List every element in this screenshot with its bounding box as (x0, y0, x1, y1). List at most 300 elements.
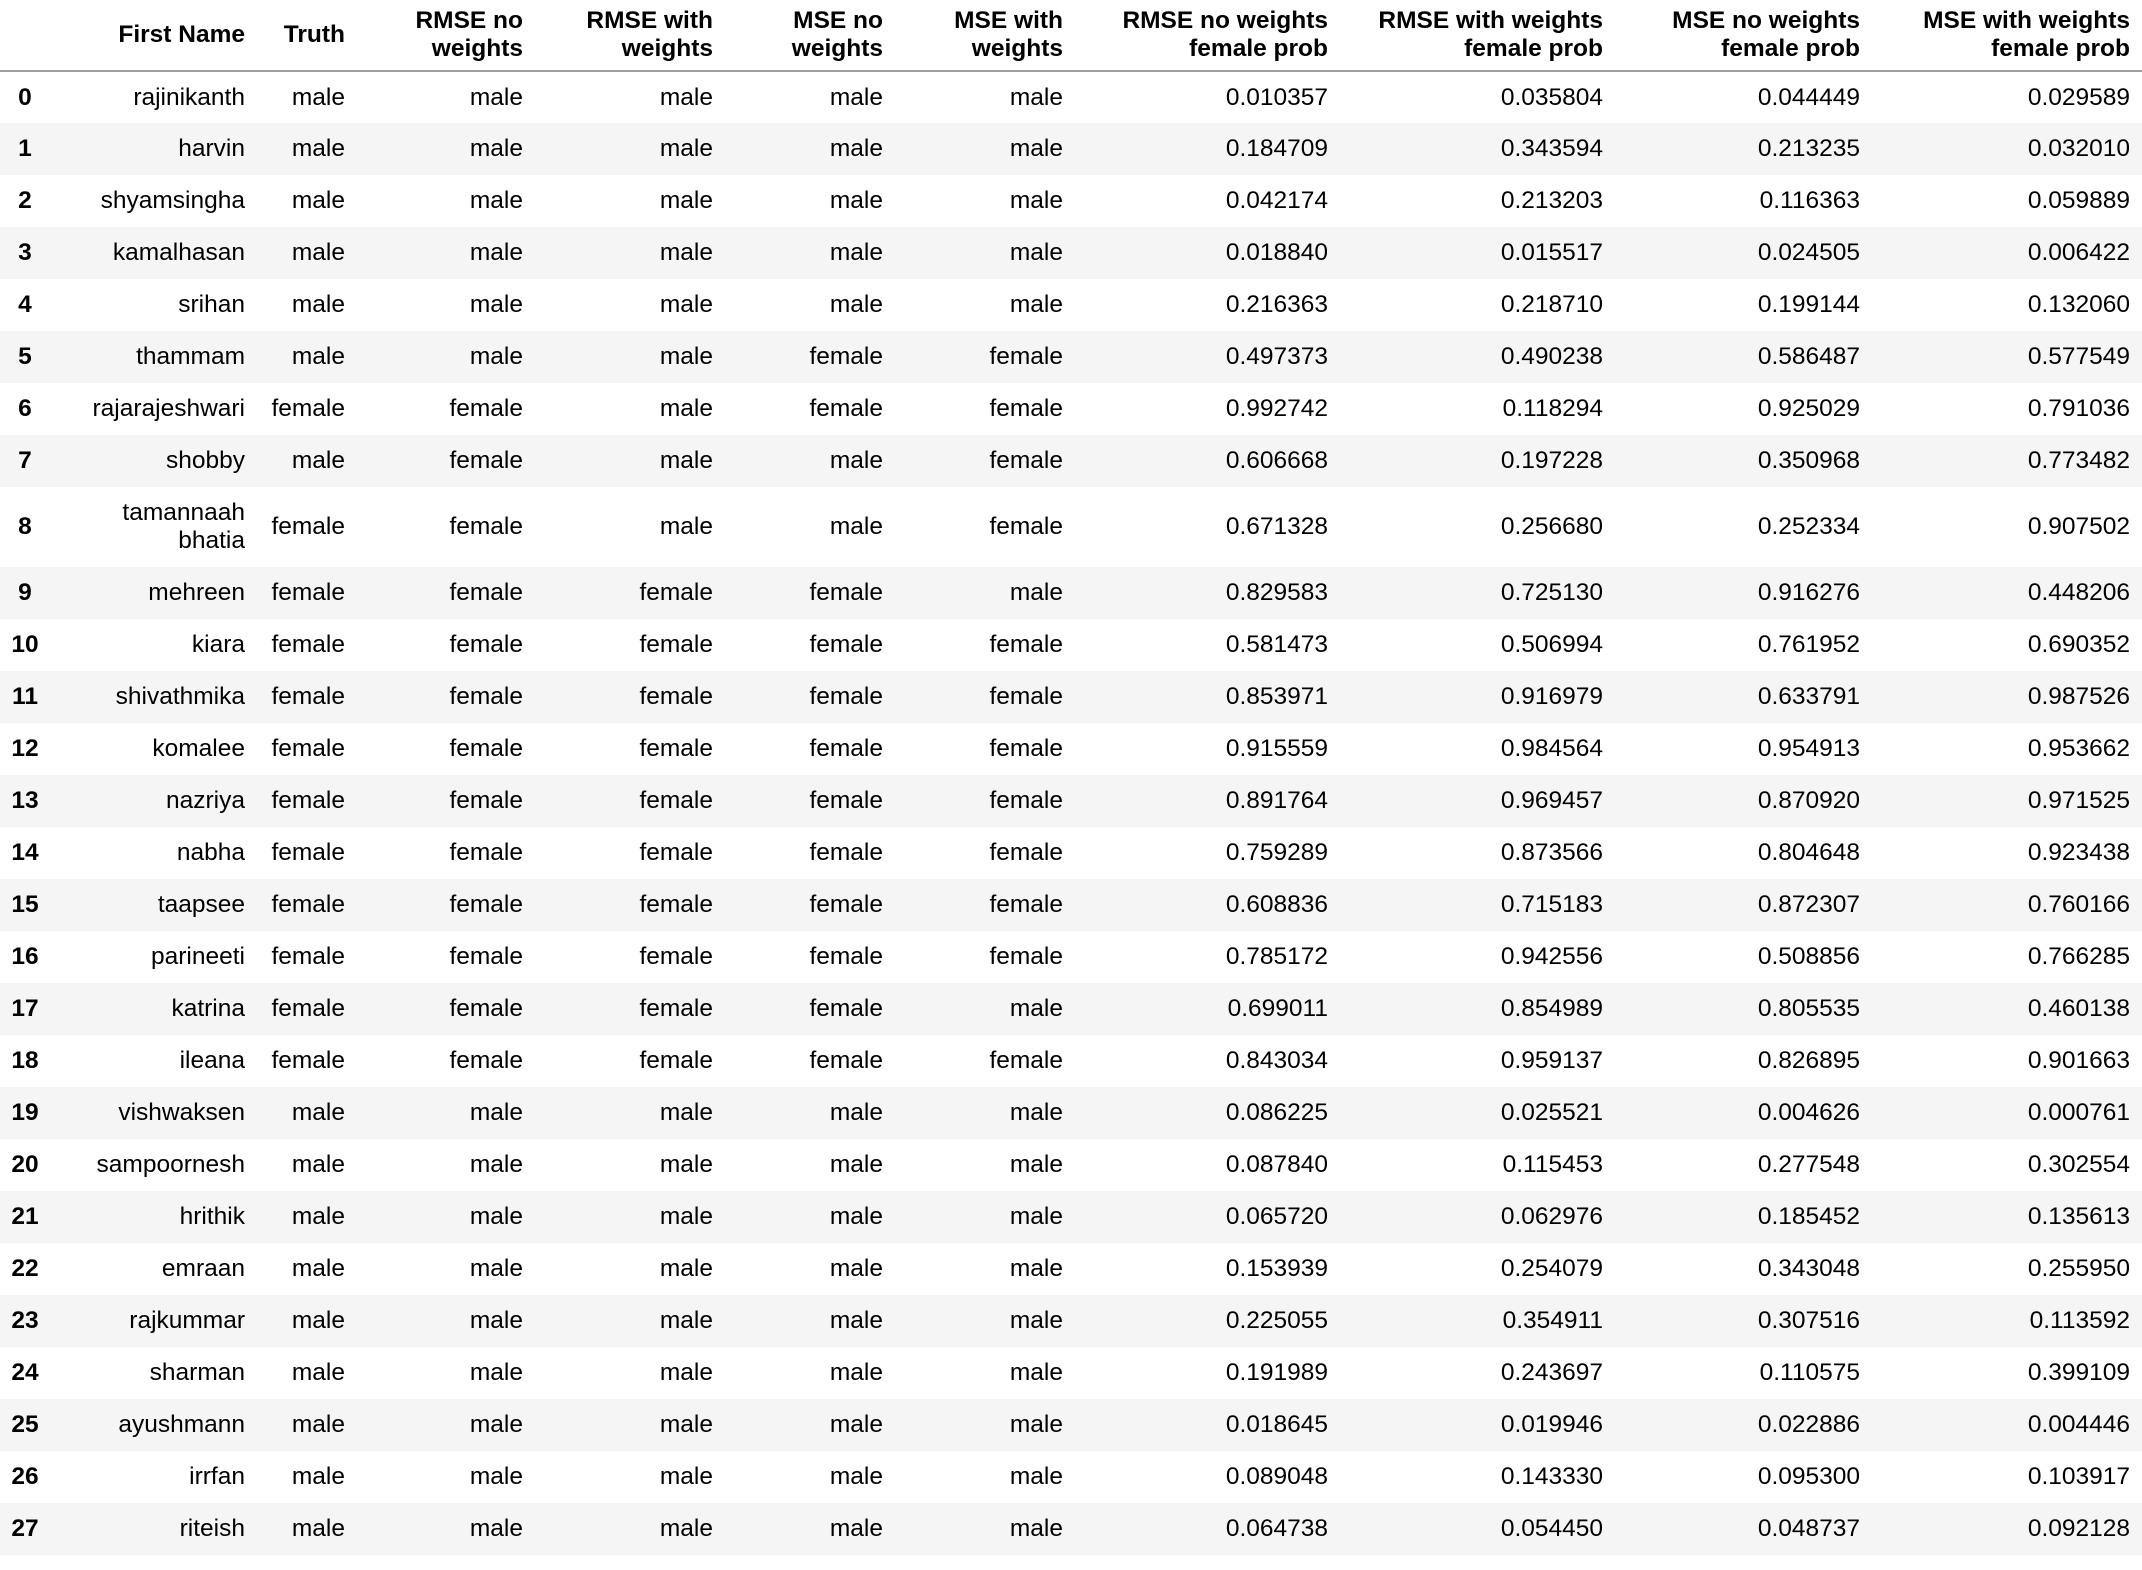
table-row (0, 671, 2142, 723)
mse-with-weights-cell: female (989, 343, 1063, 370)
rmse-with-weights-cell: female (639, 943, 713, 970)
first-name-cell: ayushmann (118, 1411, 245, 1438)
mse-no-weights-female-prob-cell: 0.761952 (1757, 631, 1860, 658)
table-row (0, 1451, 2142, 1503)
first-name-cell: ileana (179, 1047, 245, 1074)
row-index: 5 (18, 343, 32, 370)
row-index: 2 (18, 187, 32, 214)
mse-with-weights-female-prob-cell: 0.399109 (2027, 1359, 2130, 1386)
rmse-no-weights-cell: female (449, 839, 523, 866)
rmse-no-weights-cell: female (449, 735, 523, 762)
mse-no-weights-cell: female (809, 735, 883, 762)
mse-no-weights-cell: male (829, 83, 883, 111)
rmse-no-weights-female-prob-cell: 0.606668 (1225, 447, 1328, 474)
first-name-cell: rajinikanth (133, 83, 245, 111)
mse-with-weights-female-prob-cell: 0.766285 (2027, 943, 2130, 970)
mse-with-weights-female-prob-cell: 0.971525 (2027, 787, 2130, 814)
mse-with-weights-female-prob-cell: 0.953662 (2027, 735, 2130, 762)
first-name-cell: nazriya (166, 787, 245, 814)
first-name-cell: shyamsingha (100, 187, 245, 214)
mse-no-weights-female-prob-cell: 0.048737 (1757, 1515, 1860, 1542)
rmse-no-weights-cell: male (469, 187, 523, 214)
first-name-cell: parineeti (151, 943, 245, 970)
rmse-no-weights-cell: male (469, 343, 523, 370)
first-name-cell: hrithik (179, 1203, 245, 1230)
table-row (0, 383, 2142, 435)
rmse-no-weights-female-prob-cell: 0.087840 (1225, 1151, 1328, 1178)
mse-with-weights-cell: male (1009, 579, 1063, 606)
column-header-rmse-with-weights-female-prob: RMSE with weights female prob (1340, 0, 1615, 71)
rmse-no-weights-female-prob-cell: 0.785172 (1225, 943, 1328, 970)
rmse-no-weights-cell: male (469, 135, 523, 162)
first-name-cell: vishwaksen (118, 1099, 245, 1126)
truth-cell: male (291, 187, 345, 214)
first-name-cell: rajarajeshwari (92, 395, 245, 422)
rmse-no-weights-cell: male (469, 1359, 523, 1386)
mse-with-weights-female-prob-cell: 0.690352 (2027, 631, 2130, 658)
first-name-cell: tamannaah bhatia (122, 499, 245, 554)
mse-with-weights-cell: male (1009, 187, 1063, 214)
mse-no-weights-female-prob-cell: 0.343048 (1757, 1255, 1860, 1282)
mse-with-weights-female-prob-cell: 0.302554 (2027, 1151, 2130, 1178)
truth-cell: male (291, 83, 345, 111)
mse-no-weights-female-prob-cell: 0.185452 (1757, 1203, 1860, 1230)
mse-with-weights-female-prob-cell: 0.448206 (2027, 579, 2130, 606)
table-row (0, 1191, 2142, 1243)
row-index: 20 (11, 1151, 39, 1178)
row-index: 4 (18, 291, 32, 318)
mse-no-weights-female-prob-cell: 0.826895 (1757, 1047, 1860, 1074)
column-header-rmse-no-weights-female-prob: RMSE no weights female prob (1075, 0, 1340, 71)
rmse-no-weights-female-prob-cell: 0.671328 (1225, 513, 1328, 540)
table-row (0, 931, 2142, 983)
table-row (0, 123, 2142, 175)
truth-cell: female (271, 1047, 345, 1074)
mse-with-weights-female-prob-cell: 0.006422 (2027, 239, 2130, 266)
truth-cell: male (291, 343, 345, 370)
mse-no-weights-cell: male (829, 447, 883, 474)
mse-no-weights-cell: female (809, 787, 883, 814)
truth-cell: male (291, 291, 345, 318)
rmse-with-weights-female-prob-cell: 0.959137 (1500, 1047, 1603, 1074)
row-index: 21 (11, 1203, 39, 1230)
rmse-no-weights-female-prob-cell: 0.581473 (1225, 631, 1328, 658)
column-header-first-name: First Name (50, 0, 257, 71)
rmse-no-weights-female-prob-cell: 0.064738 (1225, 1515, 1328, 1542)
truth-cell: male (291, 1151, 345, 1178)
rmse-no-weights-female-prob-cell: 0.829583 (1225, 579, 1328, 606)
rmse-with-weights-female-prob-cell: 0.873566 (1500, 839, 1603, 866)
mse-with-weights-female-prob-cell: 0.103917 (2027, 1463, 2130, 1490)
table-row (0, 827, 2142, 879)
mse-no-weights-female-prob-cell: 0.872307 (1757, 891, 1860, 918)
mse-no-weights-female-prob-cell: 0.633791 (1757, 683, 1860, 710)
mse-no-weights-female-prob-cell: 0.925029 (1757, 395, 1860, 422)
truth-cell: male (291, 1255, 345, 1282)
rmse-with-weights-female-prob-cell: 0.243697 (1500, 1359, 1603, 1386)
rmse-no-weights-female-prob-cell: 0.915559 (1225, 735, 1328, 762)
truth-cell: female (271, 513, 345, 540)
rmse-with-weights-female-prob-cell: 0.725130 (1500, 579, 1603, 606)
mse-no-weights-cell: male (829, 513, 883, 540)
rmse-with-weights-female-prob-cell: 0.054450 (1500, 1515, 1603, 1542)
rmse-with-weights-female-prob-cell: 0.115453 (1502, 1151, 1603, 1178)
truth-cell: male (291, 1307, 345, 1334)
column-header-rmse-with-weights: RMSE with weights (535, 0, 725, 71)
truth-cell: male (291, 239, 345, 266)
rmse-no-weights-female-prob-cell: 0.153939 (1225, 1255, 1328, 1282)
first-name-cell: harvin (178, 135, 245, 162)
row-index: 3 (18, 239, 32, 266)
table-row (0, 1035, 2142, 1087)
rmse-no-weights-cell: male (469, 291, 523, 318)
mse-no-weights-female-prob-cell: 0.110575 (1759, 1359, 1860, 1386)
mse-no-weights-cell: male (829, 1255, 883, 1282)
mse-no-weights-female-prob-cell: 0.586487 (1757, 343, 1860, 370)
rmse-no-weights-cell: male (469, 1515, 523, 1542)
rmse-no-weights-cell: male (469, 1307, 523, 1334)
mse-with-weights-cell: female (989, 1047, 1063, 1074)
truth-cell: male (291, 1463, 345, 1490)
mse-no-weights-female-prob-cell: 0.199144 (1757, 291, 1860, 318)
mse-with-weights-female-prob-cell: 0.000761 (2027, 1099, 2130, 1126)
row-index: 27 (11, 1515, 39, 1542)
mse-with-weights-cell: female (989, 943, 1063, 970)
table-row (0, 71, 2142, 123)
rmse-with-weights-cell: male (659, 447, 713, 474)
table-row (0, 567, 2142, 619)
column-header-mse-with-weights-female-prob: MSE with weights female prob (1872, 0, 2142, 71)
rmse-with-weights-female-prob-cell: 0.035804 (1500, 83, 1603, 111)
mse-with-weights-female-prob-cell: 0.460138 (2027, 995, 2130, 1022)
truth-cell: male (291, 1411, 345, 1438)
rmse-with-weights-cell: female (639, 579, 713, 606)
mse-with-weights-cell: male (1009, 135, 1063, 162)
truth-cell: female (271, 787, 345, 814)
mse-with-weights-cell: male (1009, 291, 1063, 318)
mse-with-weights-female-prob-cell: 0.059889 (2027, 187, 2130, 214)
header-row (0, 0, 2142, 71)
row-index: 23 (11, 1307, 39, 1334)
mse-with-weights-female-prob-cell: 0.901663 (2027, 1047, 2130, 1074)
mse-no-weights-cell: female (809, 395, 883, 422)
mse-with-weights-cell: male (1009, 1359, 1063, 1386)
rmse-no-weights-female-prob-cell: 0.065720 (1225, 1203, 1328, 1230)
rmse-with-weights-cell: male (659, 1411, 713, 1438)
rmse-with-weights-cell: male (659, 135, 713, 162)
row-index: 25 (11, 1411, 39, 1438)
mse-with-weights-cell: male (1009, 1151, 1063, 1178)
mse-no-weights-cell: female (809, 891, 883, 918)
table-row (0, 983, 2142, 1035)
table-row (0, 1347, 2142, 1399)
mse-with-weights-cell: male (1009, 1255, 1063, 1282)
rmse-with-weights-female-prob-cell: 0.062976 (1500, 1203, 1603, 1230)
truth-cell: female (271, 683, 345, 710)
rmse-no-weights-cell: female (449, 1047, 523, 1074)
column-header-rmse-no-weights: RMSE no weights (357, 0, 535, 71)
rmse-no-weights-cell: female (449, 579, 523, 606)
rmse-with-weights-female-prob-cell: 0.854989 (1500, 995, 1603, 1022)
column-header-mse-with-weights: MSE with weights (895, 0, 1075, 71)
rmse-with-weights-cell: male (659, 83, 713, 111)
rmse-with-weights-cell: female (639, 787, 713, 814)
mse-with-weights-cell: male (1009, 239, 1063, 266)
row-index: 11 (12, 683, 38, 710)
mse-no-weights-cell: male (829, 291, 883, 318)
mse-with-weights-cell: female (989, 839, 1063, 866)
row-index: 9 (18, 579, 32, 606)
rmse-with-weights-cell: male (659, 343, 713, 370)
mse-with-weights-cell: female (989, 891, 1063, 918)
table-row (0, 435, 2142, 487)
mse-no-weights-cell: male (829, 1151, 883, 1178)
mse-with-weights-female-prob-cell: 0.577549 (2027, 343, 2130, 370)
mse-with-weights-cell: male (1009, 1307, 1063, 1334)
rmse-with-weights-female-prob-cell: 0.019946 (1500, 1411, 1603, 1438)
mse-with-weights-cell: male (1009, 1515, 1063, 1542)
rmse-with-weights-female-prob-cell: 0.254079 (1500, 1255, 1603, 1282)
truth-cell: female (271, 631, 345, 658)
rmse-with-weights-cell: male (659, 1151, 713, 1178)
rmse-no-weights-female-prob-cell: 0.699011 (1227, 995, 1328, 1022)
mse-no-weights-female-prob-cell: 0.022886 (1757, 1411, 1860, 1438)
rmse-with-weights-cell: male (659, 1203, 713, 1230)
rmse-with-weights-female-prob-cell: 0.354911 (1502, 1307, 1603, 1334)
index-header (0, 0, 50, 71)
rmse-no-weights-female-prob-cell: 0.018840 (1225, 239, 1328, 266)
truth-cell: male (291, 1099, 345, 1126)
rmse-no-weights-cell: male (469, 83, 523, 111)
mse-with-weights-female-prob-cell: 0.760166 (2027, 891, 2130, 918)
mse-with-weights-female-prob-cell: 0.791036 (2027, 395, 2130, 422)
first-name-cell: taapsee (157, 891, 245, 918)
rmse-with-weights-cell: male (659, 1307, 713, 1334)
mse-with-weights-cell: male (1009, 1099, 1063, 1126)
rmse-no-weights-female-prob-cell: 0.608836 (1225, 891, 1328, 918)
truth-cell: female (271, 943, 345, 970)
row-index: 26 (11, 1463, 39, 1490)
rmse-with-weights-cell: male (659, 1359, 713, 1386)
table-row (0, 1139, 2142, 1191)
first-name-cell: kamalhasan (112, 239, 245, 266)
mse-with-weights-cell: female (989, 395, 1063, 422)
mse-no-weights-cell: female (809, 1047, 883, 1074)
rmse-with-weights-cell: male (659, 1463, 713, 1490)
mse-with-weights-cell: female (989, 735, 1063, 762)
mse-with-weights-female-prob-cell: 0.987526 (2027, 683, 2130, 710)
mse-no-weights-female-prob-cell: 0.805535 (1757, 995, 1860, 1022)
mse-with-weights-female-prob-cell: 0.029589 (2027, 83, 2130, 111)
mse-no-weights-cell: female (809, 995, 883, 1022)
row-index: 10 (11, 631, 39, 658)
rmse-with-weights-cell: male (659, 1515, 713, 1542)
table-row (0, 331, 2142, 383)
mse-no-weights-female-prob-cell: 0.044449 (1757, 83, 1860, 111)
row-index: 6 (18, 395, 32, 422)
rmse-with-weights-female-prob-cell: 0.916979 (1500, 683, 1603, 710)
rmse-no-weights-cell: female (449, 631, 523, 658)
rmse-no-weights-cell: female (449, 513, 523, 540)
first-name-cell: sampoornesh (96, 1151, 245, 1178)
table-row (0, 227, 2142, 279)
mse-no-weights-cell: male (829, 239, 883, 266)
table-row (0, 619, 2142, 671)
first-name-cell: kiara (191, 631, 245, 658)
mse-with-weights-female-prob-cell: 0.004446 (2027, 1411, 2130, 1438)
rmse-with-weights-cell: male (659, 291, 713, 318)
mse-with-weights-cell: male (1009, 1411, 1063, 1438)
table-row (0, 1503, 2142, 1555)
rmse-with-weights-female-prob-cell: 0.025521 (1500, 1099, 1603, 1126)
rmse-with-weights-female-prob-cell: 0.197228 (1500, 447, 1603, 474)
rmse-no-weights-female-prob-cell: 0.018645 (1225, 1411, 1328, 1438)
rmse-no-weights-cell: female (449, 943, 523, 970)
mse-no-weights-cell: female (809, 579, 883, 606)
rmse-no-weights-cell: male (469, 1099, 523, 1126)
rmse-with-weights-cell: female (639, 1047, 713, 1074)
rmse-no-weights-female-prob-cell: 0.191989 (1225, 1359, 1328, 1386)
rmse-no-weights-female-prob-cell: 0.843034 (1225, 1047, 1328, 1074)
row-index: 19 (11, 1099, 39, 1126)
rmse-no-weights-female-prob-cell: 0.042174 (1225, 187, 1328, 214)
row-index: 17 (11, 995, 39, 1022)
rmse-with-weights-female-prob-cell: 0.118294 (1502, 395, 1603, 422)
first-name-cell: thammam (136, 343, 245, 370)
mse-no-weights-female-prob-cell: 0.870920 (1757, 787, 1860, 814)
table-row (0, 1087, 2142, 1139)
rmse-with-weights-female-prob-cell: 0.490238 (1500, 343, 1603, 370)
rmse-with-weights-female-prob-cell: 0.213203 (1500, 187, 1603, 214)
column-header-mse-no-weights-female-prob: MSE no weights female prob (1615, 0, 1872, 71)
first-name-cell: mehreen (148, 579, 245, 606)
row-index: 8 (18, 513, 32, 540)
first-name-cell: katrina (171, 995, 245, 1022)
rmse-no-weights-female-prob-cell: 0.497373 (1225, 343, 1328, 370)
rmse-no-weights-female-prob-cell: 0.225055 (1225, 1307, 1328, 1334)
truth-cell: male (291, 1203, 345, 1230)
rmse-with-weights-female-prob-cell: 0.984564 (1500, 735, 1603, 762)
mse-with-weights-cell: male (1009, 83, 1063, 111)
first-name-cell: shivathmika (115, 683, 245, 710)
mse-no-weights-cell: male (829, 1515, 883, 1542)
mse-with-weights-female-prob-cell: 0.923438 (2027, 839, 2130, 866)
mse-no-weights-cell: male (829, 1203, 883, 1230)
rmse-with-weights-cell: male (659, 1099, 713, 1126)
mse-no-weights-cell: male (829, 135, 883, 162)
row-index: 13 (11, 787, 39, 814)
rmse-with-weights-cell: female (639, 839, 713, 866)
mse-no-weights-cell: male (829, 187, 883, 214)
mse-with-weights-cell: male (1009, 995, 1063, 1022)
table-row (0, 1243, 2142, 1295)
rmse-with-weights-female-prob-cell: 0.942556 (1500, 943, 1603, 970)
mse-no-weights-female-prob-cell: 0.804648 (1757, 839, 1860, 866)
truth-cell: female (271, 995, 345, 1022)
first-name-cell: nabha (176, 839, 245, 866)
first-name-cell: shobby (165, 447, 245, 474)
mse-with-weights-cell: female (989, 683, 1063, 710)
mse-with-weights-female-prob-cell: 0.092128 (2027, 1515, 2130, 1542)
rmse-with-weights-female-prob-cell: 0.506994 (1500, 631, 1603, 658)
mse-with-weights-cell: male (1009, 1203, 1063, 1230)
rmse-with-weights-female-prob-cell: 0.256680 (1500, 513, 1603, 540)
mse-no-weights-cell: male (829, 1307, 883, 1334)
mse-no-weights-cell: male (829, 1411, 883, 1438)
mse-no-weights-female-prob-cell: 0.252334 (1757, 513, 1860, 540)
truth-cell: male (291, 1515, 345, 1542)
mse-with-weights-female-prob-cell: 0.132060 (2027, 291, 2130, 318)
mse-with-weights-female-prob-cell: 0.032010 (2027, 135, 2130, 162)
mse-no-weights-cell: female (809, 839, 883, 866)
rmse-with-weights-female-prob-cell: 0.218710 (1500, 291, 1603, 318)
truth-cell: male (291, 1359, 345, 1386)
rmse-no-weights-cell: female (449, 395, 523, 422)
row-index: 24 (11, 1359, 39, 1386)
row-index: 18 (11, 1047, 39, 1074)
rmse-no-weights-female-prob-cell: 0.759289 (1225, 839, 1328, 866)
rmse-no-weights-cell: female (449, 995, 523, 1022)
row-index: 14 (11, 839, 39, 866)
mse-no-weights-female-prob-cell: 0.213235 (1757, 135, 1860, 162)
mse-no-weights-female-prob-cell: 0.916276 (1757, 579, 1860, 606)
rmse-with-weights-cell: male (659, 1255, 713, 1282)
rmse-with-weights-female-prob-cell: 0.343594 (1500, 135, 1603, 162)
rmse-no-weights-cell: female (449, 787, 523, 814)
rmse-no-weights-cell: male (469, 1411, 523, 1438)
table-body (0, 71, 2142, 1555)
mse-with-weights-cell: female (989, 631, 1063, 658)
table-row (0, 1295, 2142, 1347)
truth-cell: female (271, 579, 345, 606)
rmse-with-weights-cell: female (639, 891, 713, 918)
rmse-no-weights-female-prob-cell: 0.184709 (1225, 135, 1328, 162)
mse-no-weights-female-prob-cell: 0.954913 (1757, 735, 1860, 762)
first-name-cell: srihan (178, 291, 245, 318)
first-name-cell: sharman (149, 1359, 245, 1386)
rmse-with-weights-cell: female (639, 631, 713, 658)
row-index: 15 (11, 891, 39, 918)
rmse-with-weights-cell: male (659, 187, 713, 214)
mse-no-weights-cell: male (829, 1099, 883, 1126)
first-name-cell: rajkummar (129, 1307, 245, 1334)
table-row (0, 279, 2142, 331)
column-header-mse-no-weights: MSE no weights (725, 0, 895, 71)
rmse-no-weights-female-prob-cell: 0.853971 (1225, 683, 1328, 710)
row-index: 16 (11, 943, 39, 970)
table-row (0, 1399, 2142, 1451)
row-index: 0 (18, 83, 32, 111)
rmse-no-weights-cell: male (469, 1255, 523, 1282)
row-index: 1 (18, 135, 32, 162)
rmse-no-weights-cell: male (469, 1203, 523, 1230)
first-name-cell: riteish (179, 1515, 245, 1542)
rmse-no-weights-cell: female (449, 447, 523, 474)
first-name-cell: komalee (152, 735, 245, 762)
row-index: 22 (11, 1255, 39, 1282)
truth-cell: female (271, 891, 345, 918)
mse-no-weights-cell: female (809, 631, 883, 658)
rmse-no-weights-female-prob-cell: 0.086225 (1225, 1099, 1328, 1126)
row-index: 7 (18, 447, 32, 474)
table-row (0, 775, 2142, 827)
rmse-no-weights-cell: female (449, 891, 523, 918)
mse-with-weights-cell: female (989, 447, 1063, 474)
rmse-no-weights-cell: male (469, 1151, 523, 1178)
mse-no-weights-cell: female (809, 943, 883, 970)
rmse-with-weights-female-prob-cell: 0.143330 (1500, 1463, 1603, 1490)
mse-no-weights-cell: male (829, 1359, 883, 1386)
